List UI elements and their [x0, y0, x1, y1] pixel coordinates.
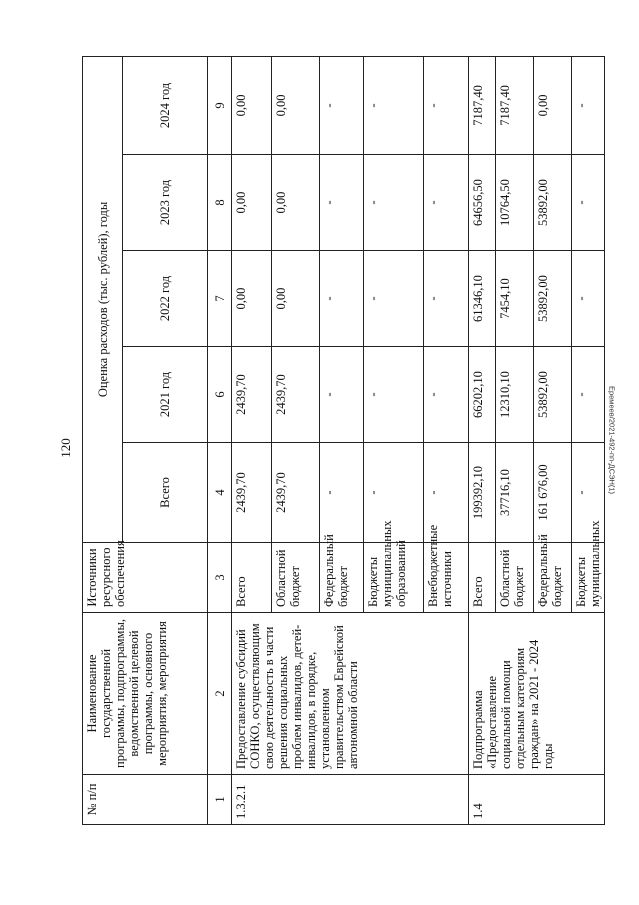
expense-table	[82, 56, 605, 825]
column-number-row	[208, 56, 232, 824]
value-cell: 0,00	[272, 251, 320, 347]
header-2022: 2022 год	[123, 251, 208, 347]
header-source: Источники ресурсного обеспечения	[83, 543, 208, 613]
value-cell: -	[364, 443, 424, 543]
page-number: 120	[58, 438, 73, 458]
header-2021: 2021 год	[123, 347, 208, 443]
value-cell: -	[424, 155, 469, 251]
row-name: Подпрограмма «Предоставление социальной помощи отдельным категориям граждан» на 2021 - 2024 годы	[469, 613, 605, 775]
value-cell: 2439,70	[272, 347, 320, 443]
row-source: Областной бюджет	[272, 543, 320, 613]
header-row-1	[83, 56, 123, 824]
row-source: Внебюджетные источники	[424, 543, 469, 613]
value-cell: 2439,70	[272, 443, 320, 543]
row-source: Областной бюджет	[496, 543, 534, 613]
header-2023: 2023 год	[123, 155, 208, 251]
value-cell: 61346,10	[469, 251, 496, 347]
value-cell: -	[424, 251, 469, 347]
value-cell: -	[320, 251, 364, 347]
row-num: 1.4	[469, 775, 605, 825]
value-cell: 199392,10	[469, 443, 496, 543]
col-number: 3	[208, 543, 232, 613]
value-cell: 0,00	[232, 251, 272, 347]
value-cell: 37716,10	[496, 443, 534, 543]
value-cell: -	[572, 251, 605, 347]
value-cell: 0,00	[272, 56, 320, 154]
value-cell: 0,00	[272, 155, 320, 251]
value-cell: -	[572, 347, 605, 443]
value-cell: 0,00	[232, 155, 272, 251]
value-cell: 7187,40	[496, 56, 534, 154]
value-cell: -	[424, 443, 469, 543]
value-cell: -	[572, 56, 605, 154]
rotated-table-container	[82, 57, 602, 825]
value-cell: -	[424, 56, 469, 154]
value-cell: 7187,40	[469, 56, 496, 154]
value-cell: -	[320, 56, 364, 154]
value-cell: 53892,00	[534, 155, 572, 251]
row-source: Всего	[469, 543, 496, 613]
value-cell: 64656,50	[469, 155, 496, 251]
col-number: 4	[208, 443, 232, 543]
value-cell: -	[364, 347, 424, 443]
value-cell: -	[320, 155, 364, 251]
value-cell: 0,00	[232, 56, 272, 154]
col-number: 6	[208, 347, 232, 443]
header-2024: 2024 год	[123, 56, 208, 154]
header-name: Наименование государственной программы, подпрограммы, ведомственной целевой программы, основного мероприятия, мероприятия	[83, 613, 208, 775]
value-cell: -	[572, 155, 605, 251]
value-cell: 66202,10	[469, 347, 496, 443]
document-id-text: Еремеев/2021-492-пп-ДСЭН(1)	[607, 385, 617, 495]
row-name: Предоставление субсидий СОНКО, осуществляющим свою деятельность в части решения социальных проблем инвалидов, детей-инвалидов, в порядке, установленном правительством Еврейской автономной области	[232, 613, 469, 775]
col-number: 9	[208, 56, 232, 154]
value-cell: -	[320, 347, 364, 443]
header-estimate: Оценка расходов (тыс. рублей), годы	[83, 56, 123, 542]
col-number: 8	[208, 155, 232, 251]
row-source: Бюджеты муниципальных образований	[364, 543, 424, 613]
value-cell: 53892,00	[534, 251, 572, 347]
col-number: 2	[208, 613, 232, 775]
table-row	[469, 56, 496, 824]
table-row	[232, 56, 272, 824]
value-cell: 161 676,00	[534, 443, 572, 543]
header-total: Всего	[123, 443, 208, 543]
value-cell: 2439,70	[232, 443, 272, 543]
value-cell: -	[320, 443, 364, 543]
value-cell: -	[364, 155, 424, 251]
value-cell: -	[572, 443, 605, 543]
row-source: Бюджеты муниципальных	[572, 543, 605, 613]
value-cell: -	[424, 347, 469, 443]
col-number: 7	[208, 251, 232, 347]
row-source: Всего	[232, 543, 272, 613]
row-source: Федеральный бюджет	[534, 543, 572, 613]
value-cell: 53892,00	[534, 347, 572, 443]
value-cell: 0,00	[534, 56, 572, 154]
value-cell: 10764,50	[496, 155, 534, 251]
header-num: № п/п	[83, 775, 208, 825]
value-cell: -	[364, 251, 424, 347]
value-cell: -	[364, 56, 424, 154]
row-num: 1.3.2.1	[232, 775, 469, 825]
value-cell: 2439,70	[232, 347, 272, 443]
value-cell: 12310,10	[496, 347, 534, 443]
value-cell: 7454,10	[496, 251, 534, 347]
row-source: Федеральный бюджет	[320, 543, 364, 613]
col-number: 1	[208, 775, 232, 825]
